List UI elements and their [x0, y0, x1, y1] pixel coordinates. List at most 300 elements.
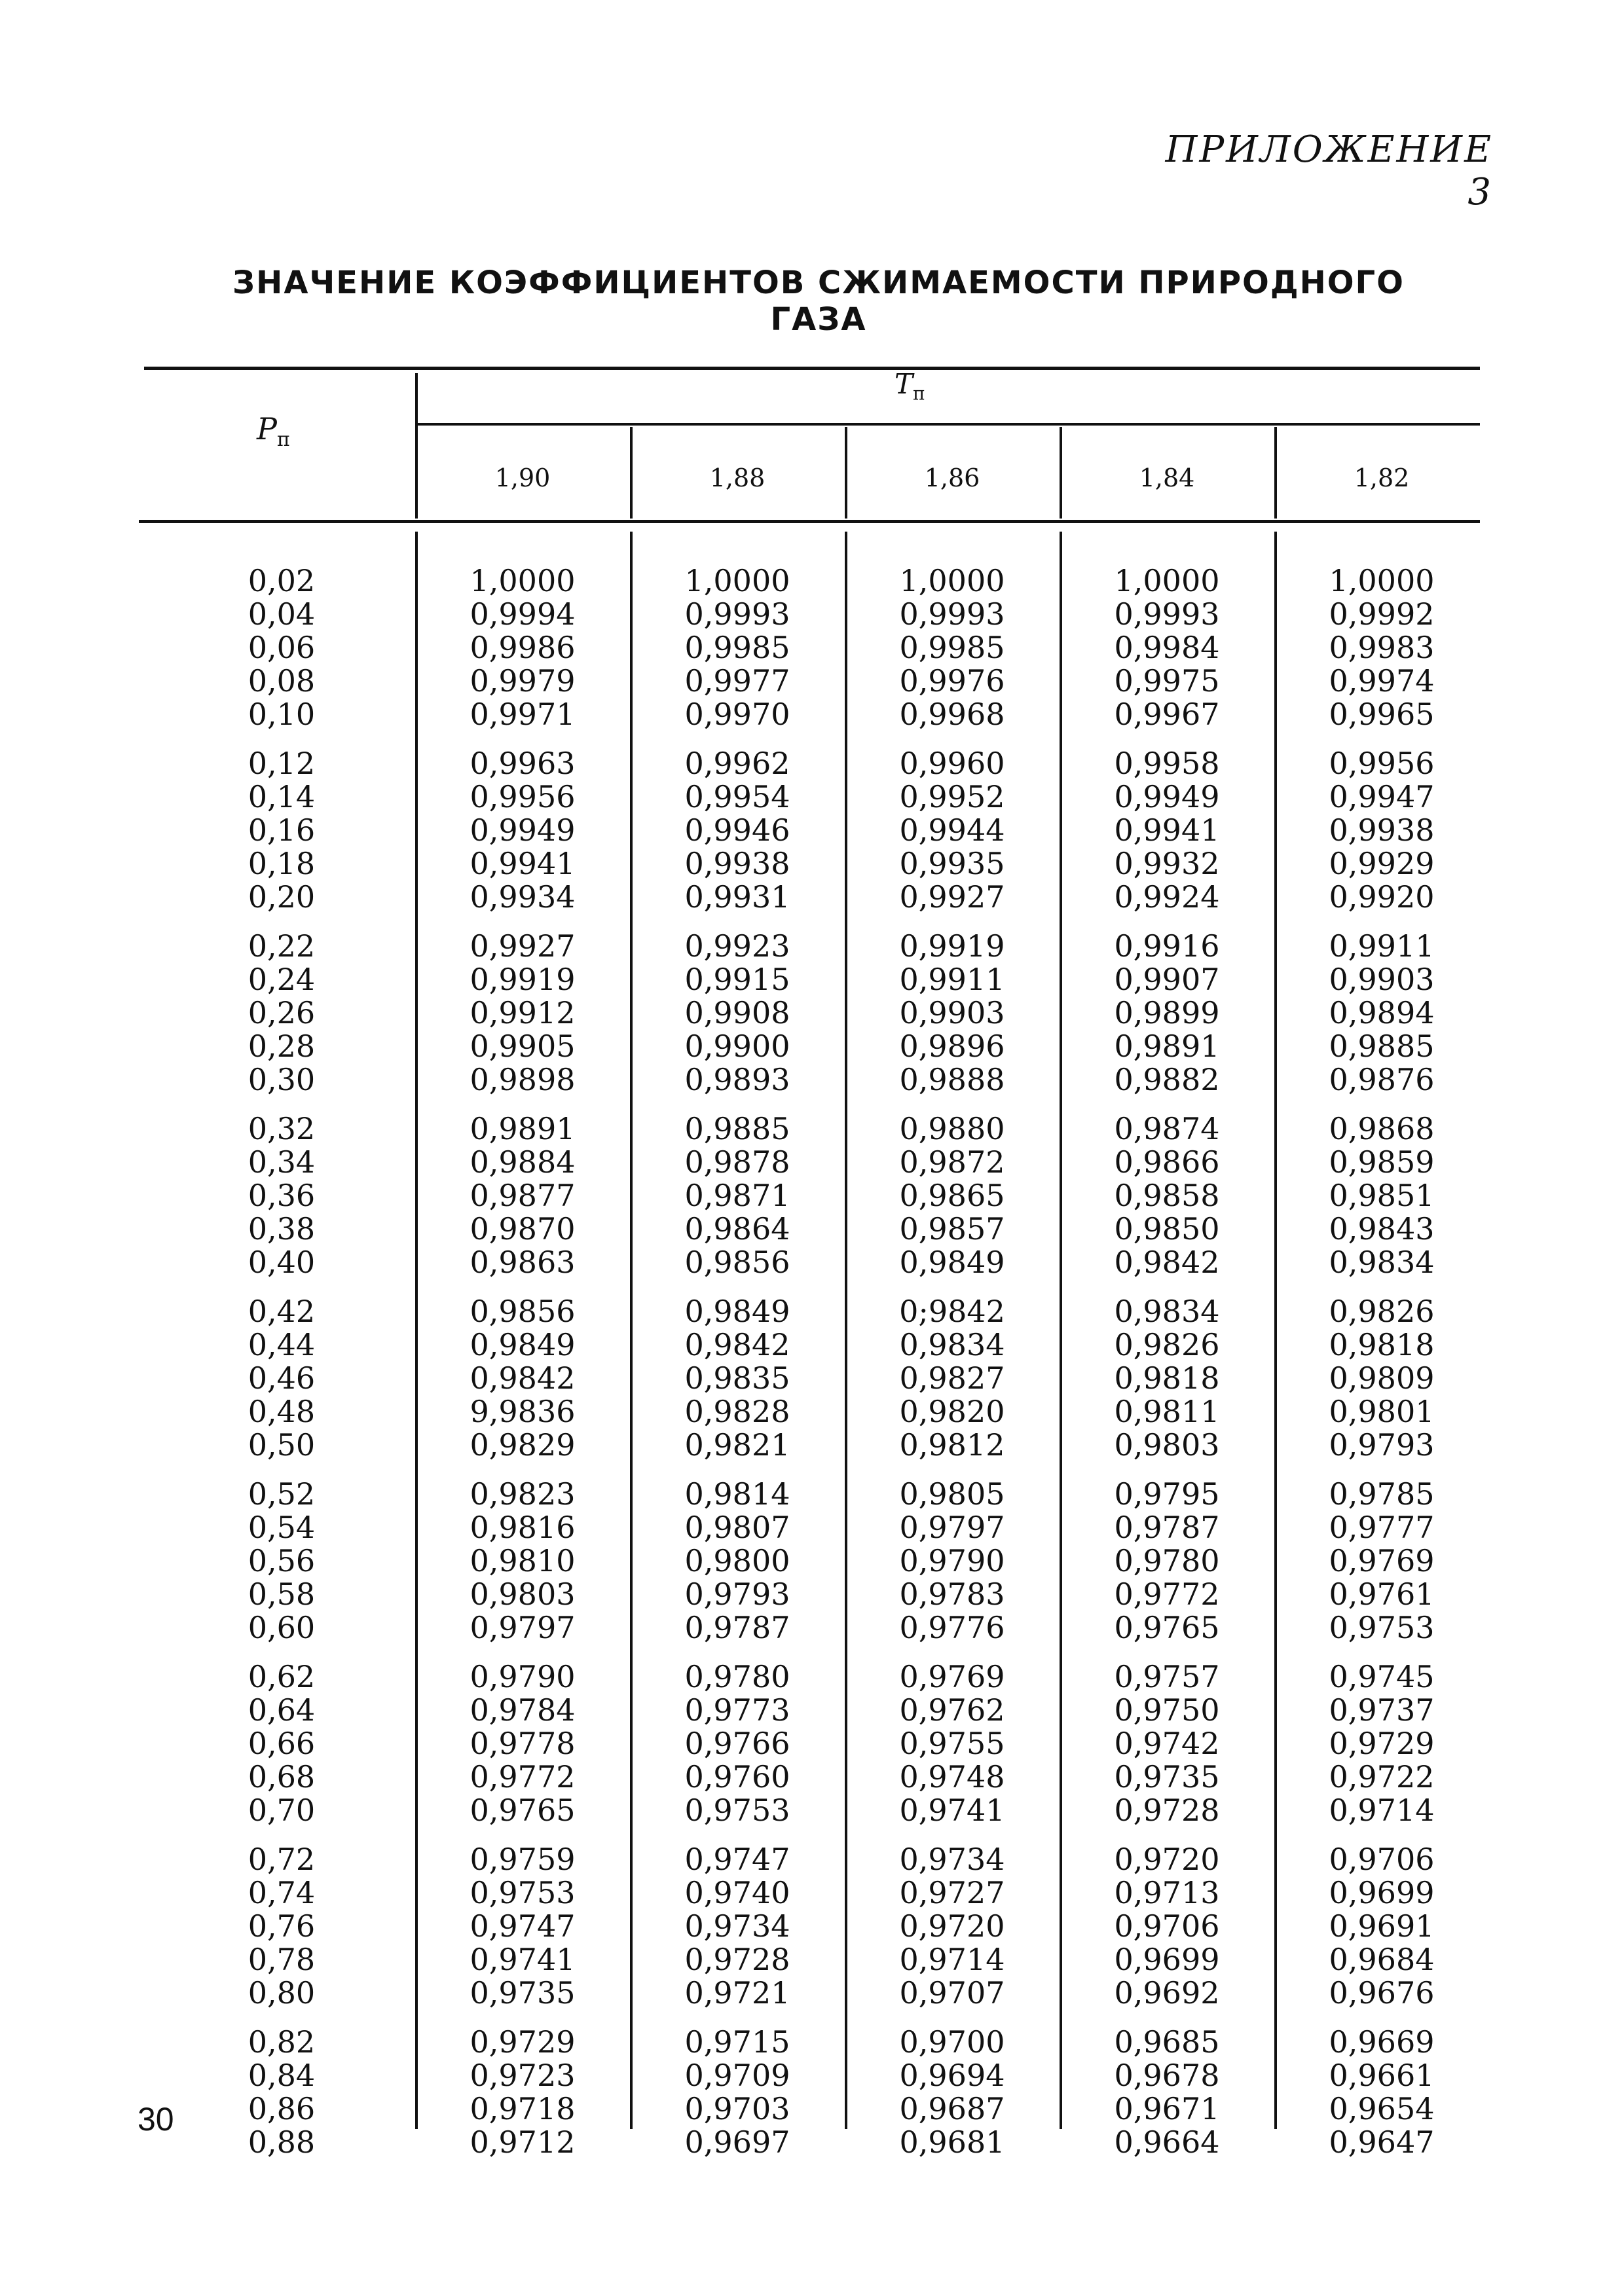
table-cell: 0,9729 — [1329, 1726, 1435, 1761]
table-cell: 0,9783 — [899, 1576, 1005, 1612]
table-cell: 0,9970 — [684, 697, 790, 732]
table-cell: 0,9750 — [1114, 1692, 1220, 1728]
table-cell: 0,9780 — [1114, 1543, 1220, 1578]
table-cell: 0,9748 — [899, 1759, 1005, 1795]
table-cell: 0,9728 — [1114, 1793, 1220, 1828]
row-group — [451, 747, 595, 914]
table-cell: 0,9983 — [1329, 630, 1435, 665]
table-cell: 0,9772 — [470, 1759, 576, 1795]
row-group — [880, 1112, 1024, 1279]
table-cell: 0,9647 — [1329, 2124, 1435, 2160]
row-group — [665, 1843, 809, 2010]
table-cell: 0,9816 — [470, 1510, 576, 1545]
table-cell: 0,9927 — [899, 879, 1005, 915]
p-value-cell: 0,58 — [248, 1576, 316, 1612]
table-cell: 0,9977 — [684, 663, 790, 699]
row-group — [1095, 1295, 1239, 1462]
table-cell: 0,9826 — [1114, 1327, 1220, 1362]
table-cell: 0,9874 — [1114, 1111, 1220, 1146]
row-group — [665, 2026, 809, 2159]
table-cell: 0,9765 — [470, 1793, 576, 1828]
table-cell: 0,9735 — [1114, 1759, 1220, 1795]
row-group — [451, 2026, 595, 2159]
table-cell: 0,9944 — [899, 812, 1005, 848]
column-1-88-values — [665, 564, 809, 2175]
table-cell: 0,9958 — [1114, 746, 1220, 781]
row-group — [451, 1112, 595, 1279]
row-group — [210, 930, 354, 1097]
table-cell: 0,9986 — [470, 630, 576, 665]
table-cell: 0,9741 — [899, 1793, 1005, 1828]
p-value-cell: 0,48 — [248, 1394, 316, 1429]
column-header-1-86: 1,86 — [924, 464, 980, 492]
p-value-cell: 0,72 — [248, 1842, 316, 1877]
table-cell: 0,9976 — [899, 663, 1005, 699]
table-cell: 0,9797 — [899, 1510, 1005, 1545]
row-group — [210, 1478, 354, 1645]
table-cell: 0,9803 — [1114, 1427, 1220, 1463]
table-cell: 0,9947 — [1329, 779, 1435, 814]
table-cell: 0,9745 — [1329, 1659, 1435, 1694]
table-cell: 0,9946 — [684, 812, 790, 848]
table-cell: 1,0000 — [684, 563, 790, 598]
table-cell: 0,9762 — [899, 1692, 1005, 1728]
p-value-cell: 0,02 — [248, 563, 316, 598]
body-divider-p — [415, 532, 418, 2129]
table-cell: 0,9859 — [1329, 1144, 1435, 1180]
body-divider-1 — [630, 532, 633, 2129]
row-group — [1095, 1112, 1239, 1279]
table-cell: 0,9692 — [1114, 1975, 1220, 2011]
p-value-cell: 0,64 — [248, 1692, 316, 1728]
p-value-cell: 0,06 — [248, 630, 316, 665]
table-cell: 0,9956 — [470, 779, 576, 814]
table-cell: 0,9993 — [899, 596, 1005, 632]
table-cell: 0,9891 — [470, 1111, 576, 1146]
p-value-cell: 0,46 — [248, 1360, 316, 1396]
p-value-cell: 0,22 — [248, 928, 316, 964]
p-value-cell: 0,68 — [248, 1759, 316, 1795]
p-value-cell: 0,34 — [248, 1144, 316, 1180]
row-group — [880, 747, 1024, 914]
body-divider-3 — [1060, 532, 1062, 2129]
table-cell: 0,9793 — [1329, 1427, 1435, 1463]
table-cell: 0,9715 — [684, 2024, 790, 2060]
table-cell: 0,9780 — [684, 1659, 790, 1694]
table-cell: 0,9857 — [899, 1211, 1005, 1247]
table-cell: 0,9714 — [899, 1942, 1005, 1977]
table-cell: 0,9712 — [470, 2124, 576, 2160]
row-group — [1310, 1843, 1454, 2010]
table-cell: 0,9938 — [684, 846, 790, 881]
table-cell: 0,9759 — [470, 1842, 576, 1877]
table-cell: 0,9654 — [1329, 2091, 1435, 2126]
table-cell: 0,9790 — [470, 1659, 576, 1694]
table-cell: 0,9772 — [1114, 1576, 1220, 1612]
row-group — [665, 1660, 809, 1827]
table-cell: 0,9903 — [1329, 962, 1435, 997]
table-cell: 0,9984 — [1114, 630, 1220, 665]
table-cell: 0,9664 — [1114, 2124, 1220, 2160]
row-group — [451, 1843, 595, 2010]
column-header-1-88: 1,88 — [709, 464, 766, 492]
table-cell: 0,9870 — [470, 1211, 576, 1247]
table-cell: 0,9850 — [1114, 1211, 1220, 1247]
table-cell: 0,9868 — [1329, 1111, 1435, 1146]
table-cell: 0,9776 — [899, 1610, 1005, 1645]
row-group — [880, 930, 1024, 1097]
p-value-cell: 0,24 — [248, 962, 316, 997]
table-cell: 0,9737 — [1329, 1692, 1435, 1728]
table-cell: 0,9864 — [684, 1211, 790, 1247]
header-divider-p — [415, 373, 418, 519]
table-cell: 0,9880 — [899, 1111, 1005, 1146]
p-value-cell: 0,10 — [248, 697, 316, 732]
table-cell: 0,9849 — [470, 1327, 576, 1362]
p-value-cell: 0,04 — [248, 596, 316, 632]
table-cell: 0,9755 — [899, 1726, 1005, 1761]
table-cell: 0,9812 — [899, 1427, 1005, 1463]
row-group — [665, 1112, 809, 1279]
row-group — [210, 1843, 354, 2010]
header-divider-4 — [1274, 427, 1277, 519]
table-cell: 0,9916 — [1114, 928, 1220, 964]
table-cell: 0,9885 — [684, 1111, 790, 1146]
column-1-86-values — [880, 564, 1024, 2175]
table-cell: 0,9722 — [1329, 1759, 1435, 1795]
row-group — [1310, 564, 1454, 731]
table-cell: 0,9872 — [899, 1144, 1005, 1180]
page-number: 30 — [138, 2101, 174, 2138]
table-cell: 0,9787 — [684, 1610, 790, 1645]
p-value-cell: 0,28 — [248, 1029, 316, 1064]
column-header-1-90: 1,90 — [494, 464, 551, 492]
table-cell: 0,9687 — [899, 2091, 1005, 2126]
p-value-cell: 0,26 — [248, 995, 316, 1030]
table-cell: 0,9842 — [684, 1327, 790, 1362]
row-group — [210, 564, 354, 731]
table-cell: 0,9871 — [684, 1178, 790, 1213]
p-value-cell: 0,08 — [248, 663, 316, 699]
table-cell: 0,9985 — [899, 630, 1005, 665]
table-cell: 0,9885 — [1329, 1029, 1435, 1064]
p-value-cell: 0,38 — [248, 1211, 316, 1247]
table-cell: 0,9676 — [1329, 1975, 1435, 2011]
row-group — [1310, 1295, 1454, 1462]
table-cell: 0,9866 — [1114, 1144, 1220, 1180]
row-group — [210, 747, 354, 914]
row-group — [210, 1112, 354, 1279]
table-cell: 0,9700 — [899, 2024, 1005, 2060]
table-cell: 0,9974 — [1329, 663, 1435, 699]
header-bottom-rule — [139, 520, 1480, 523]
table-cell: 0,9797 — [470, 1610, 576, 1645]
table-cell: 0,9709 — [684, 2058, 790, 2093]
p-value-cell: 0,30 — [248, 1062, 316, 1097]
table-cell: 0,9863 — [470, 1245, 576, 1280]
table-cell: 0,9685 — [1114, 2024, 1220, 2060]
table-cell: 0,9842 — [470, 1360, 576, 1396]
table-cell: 0,9877 — [470, 1178, 576, 1213]
p-value-cell: 0,86 — [248, 2091, 316, 2126]
table-cell: 0,9795 — [1114, 1476, 1220, 1512]
table-cell: 0,9935 — [899, 846, 1005, 881]
table-cell: 0,9971 — [470, 697, 576, 732]
column-1-90-values — [451, 564, 595, 2175]
table-cell: 0,9661 — [1329, 2058, 1435, 2093]
table-cell: 0,9851 — [1329, 1178, 1435, 1213]
table-cell: 9,9836 — [470, 1394, 576, 1429]
table-cell: 0,9893 — [684, 1062, 790, 1097]
table-cell: 0,9941 — [1114, 812, 1220, 848]
table-cell: 0,9734 — [899, 1842, 1005, 1877]
table-cell: 0,9734 — [684, 1908, 790, 1944]
table-cell: 0,9669 — [1329, 2024, 1435, 2060]
table-cell: 0,9777 — [1329, 1510, 1435, 1545]
table-cell: 0,9975 — [1114, 663, 1220, 699]
table-cell: 0,9728 — [684, 1942, 790, 1977]
row-group — [451, 930, 595, 1097]
p-value-cell: 0,84 — [248, 2058, 316, 2093]
row-group — [1095, 930, 1239, 1097]
table-cell: 0,9919 — [899, 928, 1005, 964]
p-value-cell: 0,88 — [248, 2124, 316, 2160]
table-cell: 0,9773 — [684, 1692, 790, 1728]
header-divider-3 — [1060, 427, 1062, 519]
table-cell: 0,9829 — [470, 1427, 576, 1463]
p-value-cell: 0,74 — [248, 1875, 316, 1910]
p-value-cell: 0,62 — [248, 1659, 316, 1694]
row-group — [1095, 1843, 1239, 2010]
row-group — [451, 1478, 595, 1645]
table-cell: 0,9919 — [470, 962, 576, 997]
table-cell: 0,9699 — [1114, 1942, 1220, 1977]
table-cell: 0,9911 — [899, 962, 1005, 997]
table-cell: 0,9835 — [684, 1360, 790, 1396]
table-cell: 0,9878 — [684, 1144, 790, 1180]
p-value-cell: 0,56 — [248, 1543, 316, 1578]
table-cell: 0,9814 — [684, 1476, 790, 1512]
table-cell: 0,9818 — [1329, 1327, 1435, 1362]
table-cell: 0,9740 — [684, 1875, 790, 1910]
p-value-cell: 0,70 — [248, 1793, 316, 1828]
table-cell: 0,9965 — [1329, 697, 1435, 732]
table-cell: 0,9684 — [1329, 1942, 1435, 1977]
table-cell: 0,9727 — [899, 1875, 1005, 1910]
table-cell: 0,9967 — [1114, 697, 1220, 732]
appendix-label: ПРИЛОЖЕНИЕ 3 — [1165, 128, 1493, 213]
p-value-cell: 0,52 — [248, 1476, 316, 1512]
p-value-cell: 0,80 — [248, 1975, 316, 2011]
table-cell: 0,9753 — [470, 1875, 576, 1910]
table-cell: 0,9753 — [1329, 1610, 1435, 1645]
row-group — [1095, 747, 1239, 914]
table-cell: 0,9729 — [470, 2024, 576, 2060]
row-group — [880, 564, 1024, 731]
p-value-cell: 0,82 — [248, 2024, 316, 2060]
table-cell: 0,9811 — [1114, 1394, 1220, 1429]
table-cell: 0,9784 — [470, 1692, 576, 1728]
header-subrule — [416, 423, 1480, 426]
table-cell: 0,9954 — [684, 779, 790, 814]
table-cell: 0,9856 — [470, 1294, 576, 1329]
column-header-1-84: 1,84 — [1139, 464, 1195, 492]
row-header-p: $P_п$ — [257, 411, 290, 452]
p-value-cell: 0,18 — [248, 846, 316, 881]
row-group — [880, 1660, 1024, 1827]
table-cell: 0,9912 — [470, 995, 576, 1030]
table-cell: 0,9721 — [684, 1975, 790, 2011]
table-cell: 0,9900 — [684, 1029, 790, 1064]
row-group — [1310, 1660, 1454, 1827]
table-cell: 0,9993 — [684, 596, 790, 632]
row-group — [665, 564, 809, 731]
table-cell: 0,9924 — [1114, 879, 1220, 915]
table-cell: 0,9678 — [1114, 2058, 1220, 2093]
row-group — [1095, 1660, 1239, 1827]
table-cell: 0,9718 — [470, 2091, 576, 2126]
table-cell: 0,9801 — [1329, 1394, 1435, 1429]
column-header-1-82: 1,82 — [1354, 464, 1410, 492]
table-cell: 0;9842 — [899, 1294, 1005, 1329]
table-cell: 0,9905 — [470, 1029, 576, 1064]
table-cell: 0,9742 — [1114, 1726, 1220, 1761]
p-value-cell: 0,76 — [248, 1908, 316, 1944]
page-title: ЗНАЧЕНИЕ КОЭФФИЦИЕНТОВ СЖИМАЕМОСТИ ПРИРОДНОГО ГАЗА — [232, 264, 1405, 338]
table-cell: 0,9760 — [684, 1759, 790, 1795]
table-cell: 0,9828 — [684, 1394, 790, 1429]
table-cell: 1,0000 — [1114, 563, 1220, 598]
table-cell: 0,9720 — [899, 1908, 1005, 1944]
table-cell: 0,9807 — [684, 1510, 790, 1545]
row-group — [880, 1843, 1024, 2010]
table-cell: 0,9706 — [1329, 1842, 1435, 1877]
body-divider-2 — [845, 532, 847, 2129]
table-cell: 0,9697 — [684, 2124, 790, 2160]
row-group — [1310, 930, 1454, 1097]
table-cell: 0,9741 — [470, 1942, 576, 1977]
row-group — [880, 2026, 1024, 2159]
table-cell: 0,9778 — [470, 1726, 576, 1761]
p-value-cell: 0,16 — [248, 812, 316, 848]
table-cell: 0,9820 — [899, 1394, 1005, 1429]
table-cell: 0,9703 — [684, 2091, 790, 2126]
table-cell: 0,9898 — [470, 1062, 576, 1097]
row-group — [665, 747, 809, 914]
table-cell: 0,9800 — [684, 1543, 790, 1578]
table-cell: 0,9706 — [1114, 1908, 1220, 1944]
row-group — [210, 1295, 354, 1462]
table-cell: 0,9858 — [1114, 1178, 1220, 1213]
row-group — [451, 564, 595, 731]
table-cell: 0,9821 — [684, 1427, 790, 1463]
table-cell: 0,9699 — [1329, 1875, 1435, 1910]
header-divider-1 — [630, 427, 633, 519]
table-cell: 0,9747 — [470, 1908, 576, 1944]
table-cell: 0,9934 — [470, 879, 576, 915]
table-cell: 0,9932 — [1114, 846, 1220, 881]
table-top-rule — [144, 367, 1480, 370]
row-group — [210, 1660, 354, 1827]
table-cell: 0,9761 — [1329, 1576, 1435, 1612]
row-group — [665, 1295, 809, 1462]
table-cell: 0,9834 — [1114, 1294, 1220, 1329]
table-cell: 0,9757 — [1114, 1659, 1220, 1694]
table-cell: 0,9785 — [1329, 1476, 1435, 1512]
table-cell: 0,9723 — [470, 2058, 576, 2093]
table-cell: 0,9931 — [684, 879, 790, 915]
p-value-cell: 0,66 — [248, 1726, 316, 1761]
table-cell: 0,9843 — [1329, 1211, 1435, 1247]
table-cell: 0,9915 — [684, 962, 790, 997]
row-group — [1310, 1478, 1454, 1645]
table-cell: 0,9842 — [1114, 1245, 1220, 1280]
table-cell: 0,9994 — [470, 596, 576, 632]
table-cell: 0,9805 — [899, 1476, 1005, 1512]
p-value-cell: 0,42 — [248, 1294, 316, 1329]
table-cell: 0,9927 — [470, 928, 576, 964]
row-group — [1310, 747, 1454, 914]
p-value-cell: 0,78 — [248, 1942, 316, 1977]
table-cell: 0,9949 — [470, 812, 576, 848]
table-cell: 0,9899 — [1114, 995, 1220, 1030]
row-group — [1310, 2026, 1454, 2159]
table-cell: 0,9856 — [684, 1245, 790, 1280]
p-value-cell: 0,54 — [248, 1510, 316, 1545]
table-cell: 0,9911 — [1329, 928, 1435, 964]
table-cell: 0,9803 — [470, 1576, 576, 1612]
table-cell: 0,9818 — [1114, 1360, 1220, 1396]
table-cell: 0,9694 — [899, 2058, 1005, 2093]
table-cell: 0,9834 — [899, 1327, 1005, 1362]
p-value-cell: 0,50 — [248, 1427, 316, 1463]
p-value-cell: 0,36 — [248, 1178, 316, 1213]
table-cell: 0,9766 — [684, 1726, 790, 1761]
table-cell: 0,9865 — [899, 1178, 1005, 1213]
row-group — [880, 1295, 1024, 1462]
row-group — [451, 1295, 595, 1462]
p-value-cell: 0,32 — [248, 1111, 316, 1146]
table-cell: 0,9714 — [1329, 1793, 1435, 1828]
table-cell: 0,9769 — [899, 1659, 1005, 1694]
row-group — [665, 930, 809, 1097]
table-cell: 0,9735 — [470, 1975, 576, 2011]
table-cell: 0,9952 — [899, 779, 1005, 814]
table-cell: 0,9849 — [899, 1245, 1005, 1280]
row-group — [665, 1478, 809, 1645]
table-cell: 0,9907 — [1114, 962, 1220, 997]
p-value-cell: 0,12 — [248, 746, 316, 781]
p-value-cell: 0,14 — [248, 779, 316, 814]
row-group — [1310, 1112, 1454, 1279]
table-cell: 0,9810 — [470, 1543, 576, 1578]
table-cell: 0,9826 — [1329, 1294, 1435, 1329]
row-group — [451, 1660, 595, 1827]
table-cell: 0,9992 — [1329, 596, 1435, 632]
column-1-82-values — [1310, 564, 1454, 2175]
table-cell: 0,9923 — [684, 928, 790, 964]
table-cell: 0,9891 — [1114, 1029, 1220, 1064]
p-value-cell: 0,44 — [248, 1327, 316, 1362]
row-group — [1095, 1478, 1239, 1645]
table-cell: 0,9747 — [684, 1842, 790, 1877]
table-cell: 1,0000 — [899, 563, 1005, 598]
table-cell: 0,9968 — [899, 697, 1005, 732]
table-cell: 0,9962 — [684, 746, 790, 781]
table-cell: 0,9908 — [684, 995, 790, 1030]
table-cell: 0,9960 — [899, 746, 1005, 781]
table-cell: 1,0000 — [1329, 563, 1435, 598]
